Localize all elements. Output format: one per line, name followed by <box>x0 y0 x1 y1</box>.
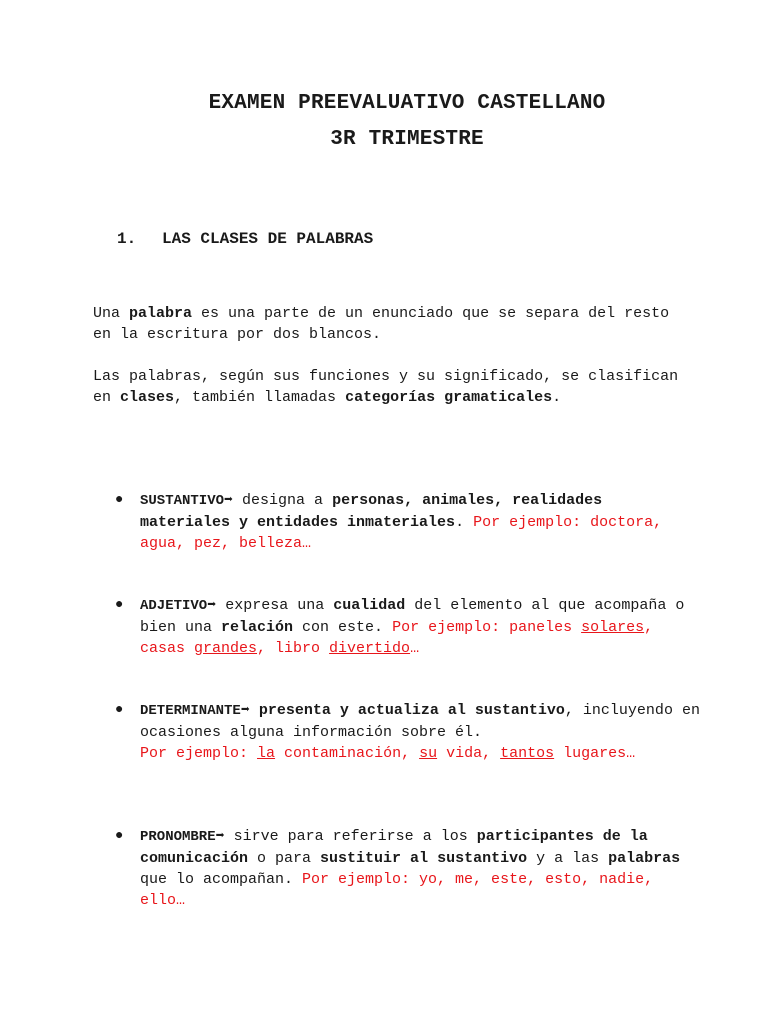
definition-text: con este. <box>293 619 393 636</box>
example-underlined: su <box>419 745 438 762</box>
list-item-text <box>140 826 700 911</box>
document-title: EXAMEN PREEVALUATIVO CASTELLANO <box>208 92 606 115</box>
bold-term: categorías gramaticales <box>345 389 553 406</box>
bold-term: cualidad <box>333 597 406 614</box>
list-item-text <box>140 700 700 764</box>
list-item-text <box>140 595 700 659</box>
definition-text: expresa una <box>216 597 334 614</box>
definition-text: , incluyendo en ocasiones alguna información sobre él. <box>140 702 700 741</box>
bold-term: sustituir al sustantivo <box>320 850 528 867</box>
term-label: ADJETIVO <box>140 598 208 614</box>
arrow-icon: ➡ <box>240 702 250 719</box>
paragraph-text: es una parte de un enunciado que se separa del resto en la escritura por dos blancos. <box>93 305 670 343</box>
example-text: , libro <box>257 640 330 657</box>
bold-term: clases <box>120 389 175 406</box>
definition-text: sirve para referirse a los <box>224 828 477 845</box>
example-underlined: solares <box>581 619 645 636</box>
bullet-icon: ● <box>115 597 124 613</box>
definition-text: y a las <box>527 850 609 867</box>
paragraph-definition <box>93 303 693 345</box>
bullet-icon: ● <box>115 828 124 844</box>
paragraph-text: , también llamadas <box>174 389 346 406</box>
bold-term: palabras <box>608 850 681 867</box>
example-underlined: tantos <box>500 745 555 762</box>
paragraph-text: Una <box>93 305 130 322</box>
example-text: Por ejemplo: paneles <box>392 619 582 636</box>
term-label: SUSTANTIVO <box>140 493 225 509</box>
paragraph-classification <box>93 366 693 408</box>
bold-term: personas, animales, realidades materiales y entidades inmateriales <box>140 492 603 531</box>
arrow-icon: ➡ <box>207 597 217 614</box>
example-text: vida, <box>437 745 501 762</box>
example-text: lugares… <box>554 745 636 762</box>
term-label: DETERMINANTE <box>140 703 241 719</box>
example-underlined: divertido <box>329 640 411 657</box>
definition-text: designa a <box>233 492 333 509</box>
bullet-icon: ● <box>115 492 124 508</box>
bullet-icon: ● <box>115 702 124 718</box>
definition-text: que lo acompañan. <box>140 871 303 888</box>
list-item-text <box>140 490 700 554</box>
arrow-icon: ➡ <box>215 828 225 845</box>
bold-term: relación <box>221 619 294 636</box>
bold-term: palabra <box>129 305 193 322</box>
example-text: Por ejemplo: yo, me, este, esto, nadie, ello… <box>140 871 654 909</box>
bold-term: presenta y actualiza al sustantivo <box>249 702 565 719</box>
example-text: contaminación, <box>275 745 420 762</box>
example-text: , casas <box>140 619 654 657</box>
example-text: Por ejemplo: <box>140 745 258 762</box>
definition-text: o para <box>248 850 321 867</box>
definition-text: . <box>455 514 474 531</box>
example-text: … <box>410 640 420 657</box>
example-underlined: grandes <box>194 640 258 657</box>
example-underlined: la <box>257 745 276 762</box>
example-text: Por ejemplo: doctora, agua, pez, belleza… <box>140 514 663 552</box>
document-subtitle: 3R TRIMESTRE <box>330 128 484 151</box>
paragraph-text: . <box>552 389 562 406</box>
term-label: PRONOMBRE <box>140 829 216 845</box>
definition-text: del elemento al que acompaña o bien una <box>140 597 685 636</box>
section-number: 1. <box>117 230 137 248</box>
paragraph-text: Las palabras, según sus funciones y su significado, se clasifican en <box>93 368 679 406</box>
section-heading <box>117 230 373 248</box>
arrow-icon: ➡ <box>224 492 234 509</box>
bold-term: participantes de la comunicación <box>140 828 648 867</box>
section-title: LAS CLASES DE PALABRAS <box>162 230 374 248</box>
